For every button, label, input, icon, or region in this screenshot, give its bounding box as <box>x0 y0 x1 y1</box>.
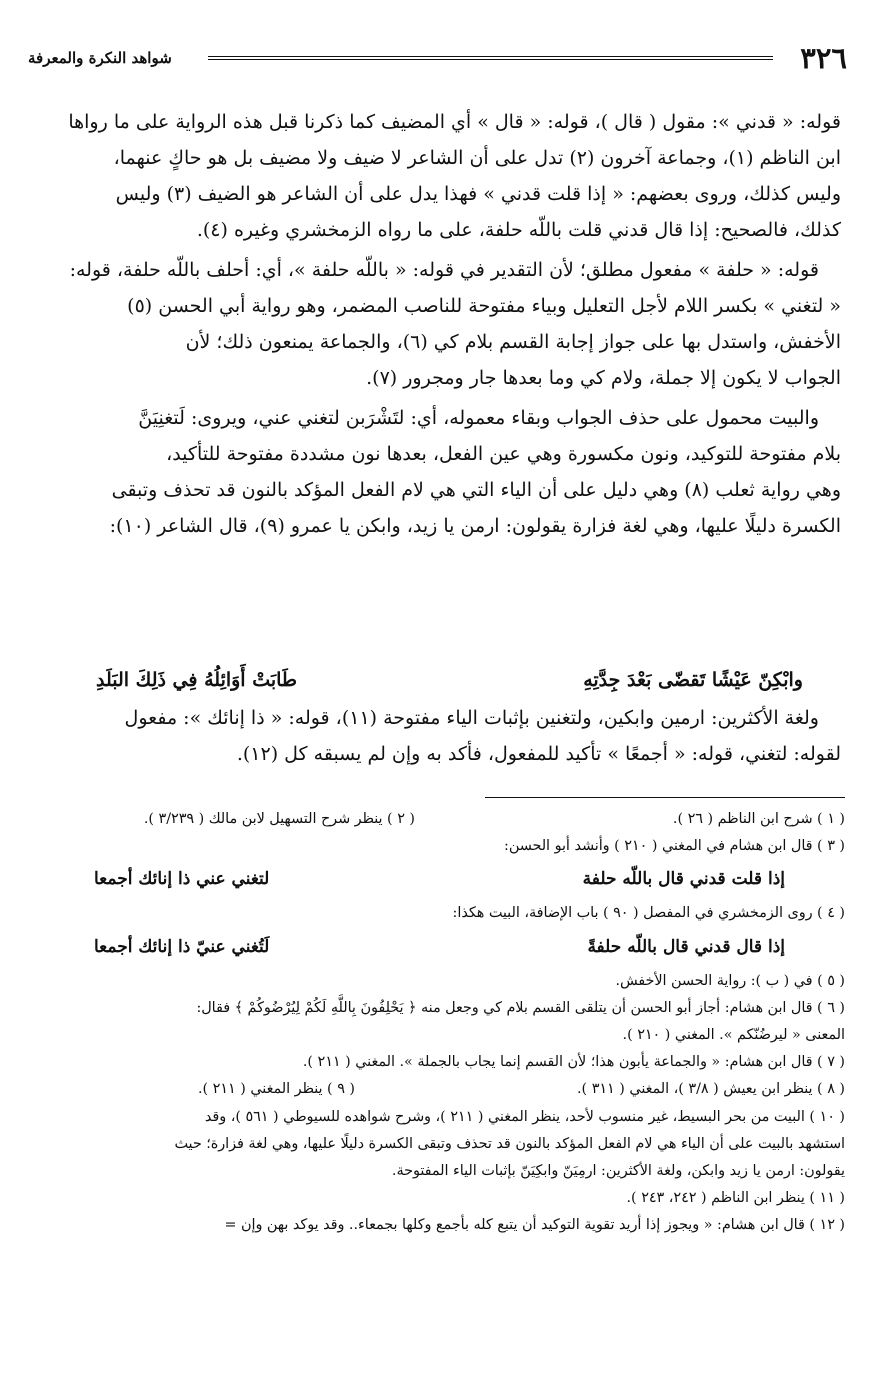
text-line: كذلك، فالصحيح: إذا قال قدني قلت باللّه حلفة، على ما رواه الزمخشري وغيره (٤). <box>196 219 841 241</box>
footnote-4-verse <box>34 928 845 968</box>
main-text <box>40 104 841 548</box>
paragraph-1 <box>40 104 841 248</box>
verse-first-hemistich: وابْكِنّ عَيْشًا تَقضّى بَعْدَ جِدَّتِهِ <box>583 669 803 691</box>
running-title: شواهد النكرة والمعرفة <box>28 49 172 67</box>
footnote-9: ( ٩ ) ينظر المغني ( ٢١١ ). <box>197 1081 355 1098</box>
poetry-verse <box>96 658 803 702</box>
footnote-2: ( ٢ ) ينظر شرح التسهيل لابن مالك ( ٣/٢٣٩ ). <box>143 811 415 827</box>
footnote-5: ( ٥ ) في ( ب ): رواية الحسن الأخفش. <box>615 972 845 989</box>
footnote-8: ( ٨ ) ينظر ابن يعيش ( ٣/٨ )، المغني ( ٣١١ ). <box>577 1081 845 1098</box>
footnotes <box>34 806 845 1239</box>
footnote-12: ( ١٢ ) قال ابن هشام: « ويجوز إذا أريد تقوية التوكيد أن يتبع كله بأجمع وكلها بجمعاء.. وقد يوكد بهن وإن = <box>224 1217 845 1234</box>
page-header <box>28 40 847 80</box>
paragraph-4 <box>40 700 841 772</box>
text-line: قوله: « حلفة » مفعول مطلق؛ لأن التقدير في قوله: « باللّه حلفة »، أي: أحلف باللّه حلفة، قوله: <box>69 259 819 281</box>
text-line: ولغة الأكثرين: ارمين وابكين، ولتغنين بإثبات الياء مفتوحة (١١)، قوله: « ذا إنائك »: مفعول <box>124 707 819 729</box>
text-line: بلام مفتوحة للتوكيد، ونون مكسورة وهي عين الفعل، بعدها نون مشددة مفتوحة للتأكيد، <box>166 443 841 465</box>
footnote-10: ( ١٠ ) البيت من بحر البسيط، غير منسوب لأحد، ينظر المغني ( ٢١١ )، وشرح شواهده للسيوطي ( ٥٦١ )، وقد <box>204 1108 845 1125</box>
verse-second-hemistich: لتغني عني ذا إنائك أجمعا <box>94 869 270 890</box>
text-line: والبيت محمول على حذف الجواب وبقاء معموله، أي: لتَشْرَبن لتغني عني، ويروى: لَتغنِيَنَّ <box>138 407 819 429</box>
footnote-3-verse <box>34 860 845 900</box>
text-line: ابن الناظم (١)، وجماعة آخرون (٢) تدل على أن الشاعر لا ضيف ولا مضيف بل هو حاكٍ عنهما، <box>113 147 841 169</box>
text-line: « لتغني » بكسر اللام لأجل التعليل وبياء مفتوحة للناصب المضمر، وهو رواية أبي الحسن (٥) <box>127 295 841 317</box>
page-number: ٣٢٦ <box>800 41 847 75</box>
footnote-row <box>34 806 845 833</box>
footnote-1: ( ١ ) شرح ابن الناظم ( ٢٦ ). <box>672 811 845 827</box>
paragraph-2 <box>40 252 841 396</box>
footnote-7: ( ٧ ) قال ابن هشام: « والجماعة يأبون هذا؛ لأن القسم إنما يجاب بالجملة ». المغني ( ٢١١ ). <box>302 1054 845 1071</box>
text-line: الأخفش، واستدل بها على جواز إجابة القسم بلام كي (٦)، والجماعة يمنعون ذلك؛ لأن <box>185 331 841 353</box>
footnote-3: ( ٣ ) قال ابن هشام في المغني ( ٢١٠ ) وأنشد أبو الحسن: <box>504 838 845 855</box>
footnote-row <box>34 1076 845 1103</box>
footnote-6-continued: المعنى « ليرضُنّكم ». المغني ( ٢١٠ ). <box>622 1026 845 1043</box>
footnote-11: ( ١١ ) ينظر ابن الناظم ( ٢٤٢، ٢٤٣ ). <box>626 1190 845 1207</box>
footnote-4: ( ٤ ) روى الزمخشري في المفصل ( ٩٠ ) باب الإضافة، البيت هكذا: <box>452 905 845 922</box>
text-line: قوله: « قدني »: مقول ( قال )، قوله: « قال » أي المضيف كما ذكرنا قبل هذه الرواية على ما رواها <box>68 111 841 133</box>
text-line: وهي رواية ثعلب (٨) وهي دليل على أن الياء التي هي لام الفعل المؤكد بالنون قد تحذف وتبقى <box>111 479 841 501</box>
footnote-10-continued: يقولون: ارمن يا زيد وابكن، ولغة الأكثرين: ارمِيَنّ وابكِيَنّ بإثبات الياء المفتوحة. <box>391 1162 845 1179</box>
text-line: وليس كذلك، وروى بعضهم: « إذا قلت قدني » فهذا يدل على أن الشاعر هو الضيف (٣) وليس <box>115 183 841 205</box>
verse-second-hemistich: لَتُغني عنيّ ذا إنائك أجمعا <box>94 936 270 957</box>
header-rule <box>208 56 773 60</box>
footnote-10-continued: استشهد بالبيت على أن الياء هي لام الفعل المؤكد بالنون قد تحذف وتبقى الكسرة دليلًا عليها، وهي لغة فزارة؛ حيث <box>174 1135 845 1152</box>
text-line: الجواب لا يكون إلا جملة، ولام كي وما بعدها جار ومجرور (٧). <box>366 367 841 389</box>
text-line: الكسرة دليلًا عليها، وهي لغة فزارة يقولون: ارمن يا زيد، وابكن يا عمرو (٩)، قال الشاعر (١٠): <box>109 515 841 537</box>
verse-second-hemistich: طَابَتْ أَوَائِلُهُ فِي ذَلِكَ البَلَدِ <box>96 669 298 691</box>
verse-first-hemistich: إذا قال قدني قال باللّه حلفةً <box>587 936 785 957</box>
footnote-6: ( ٦ ) قال ابن هشام: أجاز أبو الحسن أن يتلقى القسم بلام كي وجعل منه ﴿ يَحْلِفُونَ بِاللَّهِ لَكُمْ لِيُرْضُوكُمْ ﴾ فقال: <box>196 999 845 1016</box>
verse-first-hemistich: إذا قلت قدني قال باللّه حلفة <box>582 869 785 890</box>
paragraph-3 <box>40 400 841 544</box>
footnote-separator <box>485 797 845 798</box>
text-line: لقوله: لتغني، قوله: « أجمعًا » تأكيد للمفعول، فأكد به وإن لم يسبقه كل (١٢). <box>236 743 841 765</box>
main-text-continued <box>40 700 841 776</box>
